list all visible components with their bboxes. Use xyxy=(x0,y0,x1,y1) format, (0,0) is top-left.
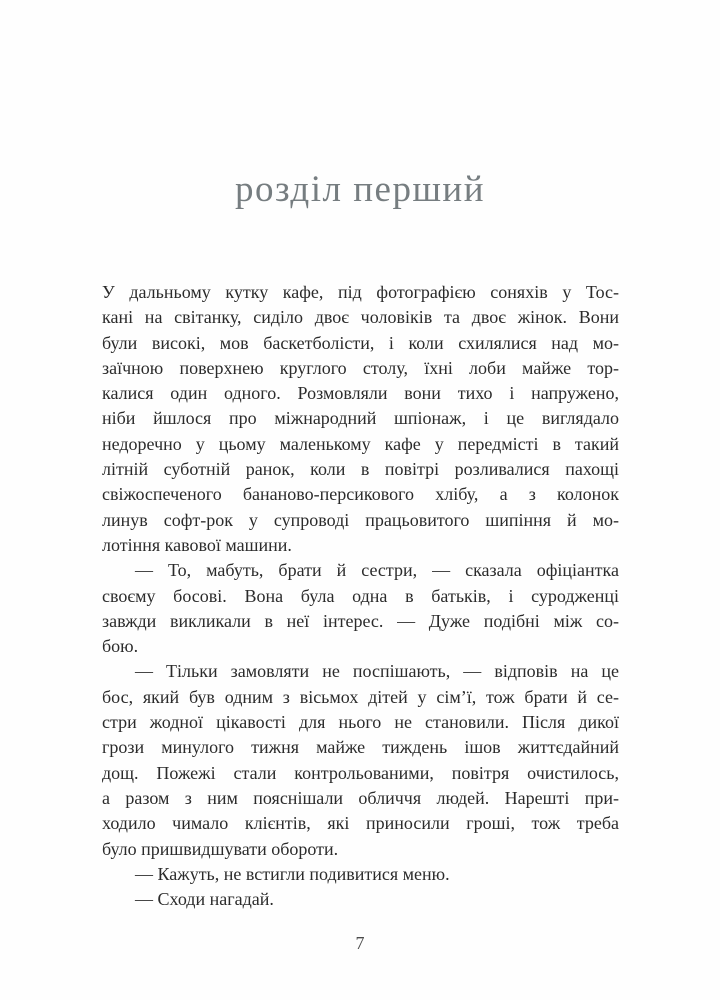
text-line: — Кажуть, не встигли подивитися меню. xyxy=(135,863,450,884)
text-line: бою. xyxy=(102,636,139,657)
chapter-title: розділ перший xyxy=(234,169,486,210)
page-number: 7 xyxy=(355,933,365,953)
paragraph xyxy=(102,280,619,558)
text-line: літній суботній ранок, коли в повітрі розливалися пахощі xyxy=(102,459,619,480)
text-line: У дальньому кутку кафе, під фотографією соняхів у Тос- xyxy=(102,282,619,302)
text-line: линув софт-рок у супроводі працьовитого шипіння й мо- xyxy=(102,509,619,530)
text-line: завжди викликали в неї інтерес. — Дуже подібні між со- xyxy=(102,610,619,631)
text-line: стри жодної цікавості для нього не становили. Після дикої xyxy=(102,712,619,733)
body-text xyxy=(102,280,619,912)
text-line: — Тільки замовляти не поспішають, — відповів на це xyxy=(135,661,619,682)
text-line: ходило чимало клієнтів, які приносили гроші, тож треба xyxy=(102,813,619,834)
paragraph xyxy=(102,887,619,912)
paragraph xyxy=(102,659,619,861)
text-line: калися один одного. Розмовляли вони тихо і напружено, xyxy=(102,383,619,404)
paragraph xyxy=(102,862,619,887)
text-line: заїчною поверхнею круглого столу, їхні лоби майже тор- xyxy=(102,357,619,378)
text-line: — Сходи нагадай. xyxy=(135,889,274,910)
text-line: грози минулого тижня майже тиждень ішов життєдайний xyxy=(102,737,619,758)
text-line: було пришвидшувати обороти. xyxy=(102,838,339,859)
text-line: ніби йшлося про міжнародний шпіонаж, і це виглядало xyxy=(102,408,619,429)
text-line: бос, який був одним з вісьмох дітей у сім’ї, тож брати й се- xyxy=(102,686,619,707)
text-line: кані на світанку, сиділо двоє чоловіків та двоє жінок. Вони xyxy=(102,307,619,328)
text-line: — То, мабуть, брати й сестри, — сказала офіціантка xyxy=(135,560,619,581)
text-line: були високі, мов баскетболісти, і коли схилялися над мо- xyxy=(102,332,619,353)
paragraph xyxy=(102,558,619,659)
text-line: своєму босові. Вона була одна в батьків, і суродженці xyxy=(102,585,619,606)
text-line: недоречно у цьому маленькому кафе у передмісті в такий xyxy=(102,433,619,454)
text-line: дощ. Пожежі стали контрольованими, повітря очистилось, xyxy=(102,762,619,783)
text-line: а разом з ним пояснішали обличчя людей. Нарешті при- xyxy=(102,787,619,808)
text-line: свіжоспеченого бананово-персикового хлібу, а з колонок xyxy=(102,484,619,505)
text-line: лотіння кавової машини. xyxy=(102,534,292,555)
